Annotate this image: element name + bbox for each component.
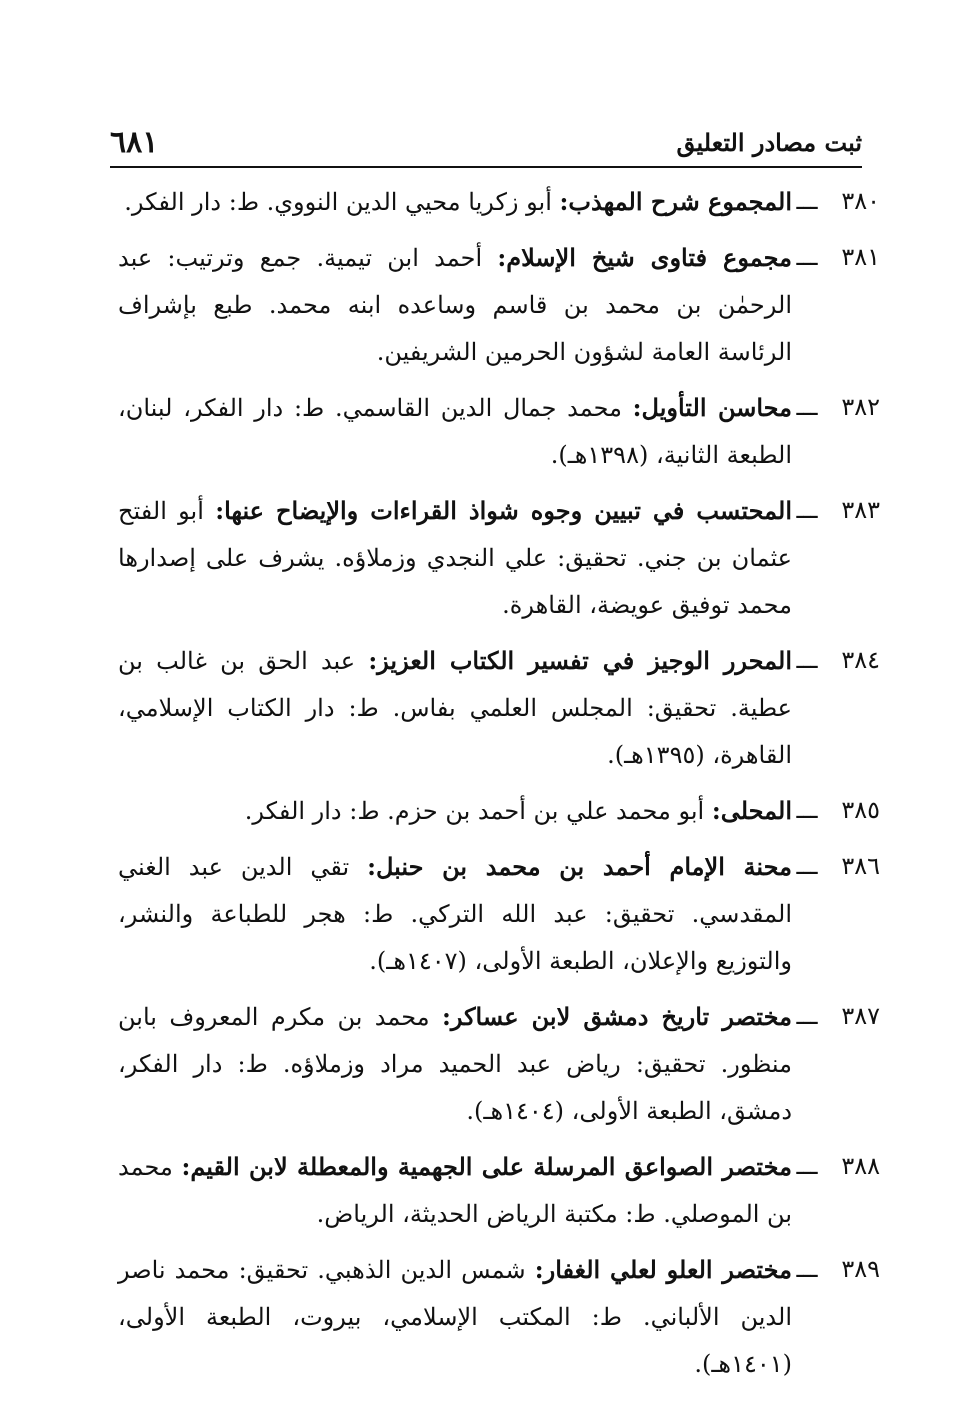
entry-number: ٣٨٨ [841, 1152, 880, 1180]
entry-number: ٣٨٥ [841, 796, 880, 824]
entry-text: أحمد ابن تيمية. جمع وترتيب: عبد الرحمٰن بن محمد بن قاسم وساعده ابنه محمد. طبع بإشراف الرئاسة العامة لشؤون الحرمين الشريفين. [118, 244, 792, 366]
entry-body [118, 993, 792, 1135]
entry-number: ٣٨٦ [841, 852, 880, 880]
entry-body [118, 1246, 792, 1388]
entry-title: المجموع شرح المهذب: [559, 187, 792, 216]
entry-title: المحلى: [711, 796, 792, 825]
entry-text: شمس الدين الذهبي. تحقيق: محمد ناصر الدين الألباني. ط: المكتب الإسلامي، بيروت، الطبعة الأولى، (١٤٠١هـ). [118, 1256, 792, 1378]
bibliography-entry [118, 787, 880, 835]
entry-number: ٣٨٩ [841, 1255, 880, 1283]
entry-dash: ـــ [796, 1152, 818, 1180]
entry-text: أبو الفتح عثمان بن جني. تحقيق: علي النجدي وزملاؤه. يشرف على إصدارها محمد توفيق عويضة، القاهرة. [118, 497, 792, 619]
bibliography-entry [118, 384, 880, 479]
entry-dash: ـــ [796, 187, 818, 215]
entry-dash: ـــ [796, 1002, 818, 1030]
entry-body [118, 843, 792, 985]
bibliography-entry [118, 1246, 880, 1388]
entry-dash: ـــ [796, 796, 818, 824]
entry-number: ٣٨٤ [841, 646, 880, 674]
entry-title: مختصر الصواعق المرسلة على الجهمية والمعطلة لابن القيم: [181, 1152, 793, 1181]
entry-title: مختصر العلو لعلي الغفار: [534, 1255, 792, 1284]
bibliography-entry [118, 993, 880, 1135]
entry-number: ٣٨٠ [841, 187, 880, 215]
bibliography-entry [118, 843, 880, 985]
entry-title: مختصر تاريخ دمشق لابن عساكر: [441, 1002, 792, 1031]
bibliography-entry [118, 487, 880, 629]
entry-body [118, 1143, 792, 1238]
header-title: ثبت مصادر التعليق [676, 128, 862, 157]
entry-text: أبو محمد علي بن أحمد بن حزم. ط: دار الفكر. [244, 797, 712, 825]
entry-title: المحتسب في تبيين وجوه شواذ القراءات والإيضاح عنها: [215, 496, 792, 525]
entry-dash: ـــ [796, 852, 818, 880]
bibliography-entry [118, 234, 880, 376]
entry-title: مجموع فتاوى شيخ الإسلام: [497, 243, 792, 272]
page-number: ٦٨١ [110, 125, 159, 160]
entry-dash: ـــ [796, 243, 818, 271]
entry-text: تقي الدين عبد الغني المقدسي. تحقيق: عبد الله التركي. ط: هجر للطباعة والنشر، والتوزيع والإعلان، الطبعة الأولى، (١٤٠٧هـ). [118, 853, 792, 975]
entry-title: المحرر الوجيز في تفسير الكتاب العزيز: [368, 646, 792, 675]
entry-text: محمد بن مكرم المعروف بابن منظور. تحقيق: رياض عبد الحميد مراد وزملاؤه. ط: دار الفكر، دمشق، الطبعة الأولى، (١٤٠٤هـ). [118, 1003, 792, 1125]
entry-text: محمد جمال الدين القاسمي. ط: دار الفكر، لبنان، الطبعة الثانية، (١٣٩٨هـ). [118, 394, 792, 469]
bibliography-entry [118, 637, 880, 779]
header-rule [110, 166, 862, 168]
entry-body [118, 637, 792, 779]
entry-text: محمد بن الموصلي. ط: مكتبة الرياض الحديثة، الرياض. [118, 1153, 792, 1228]
bibliography-entry [118, 178, 880, 226]
entry-text: عبد الحق بن غالب بن عطية. تحقيق: المجلس العلمي بفاس. ط: دار الكتاب الإسلامي، القاهرة، (١٣٩٥هـ). [118, 647, 792, 769]
running-header [110, 112, 862, 158]
entry-title: محاسن التأويل: [632, 393, 792, 422]
entry-number: ٣٨٧ [841, 1002, 880, 1030]
entry-number: ٣٨١ [841, 243, 880, 271]
bibliography-entry [118, 1143, 880, 1238]
entry-body [118, 487, 792, 629]
entry-body [118, 384, 792, 479]
entry-dash: ـــ [796, 1255, 818, 1283]
entry-text: أبو زكريا محيي الدين النووي. ط: دار الفكر. [124, 188, 560, 216]
entry-body [118, 787, 792, 835]
bibliography-list [118, 178, 880, 1388]
entry-number: ٣٨٢ [841, 393, 880, 421]
entry-body [118, 178, 792, 226]
entry-body [118, 234, 792, 376]
entry-title: محنة الإمام أحمد بن محمد بن حنبل: [367, 852, 792, 881]
entry-dash: ـــ [796, 496, 818, 524]
entry-dash: ـــ [796, 646, 818, 674]
entry-number: ٣٨٣ [841, 496, 880, 524]
entry-dash: ـــ [796, 393, 818, 421]
